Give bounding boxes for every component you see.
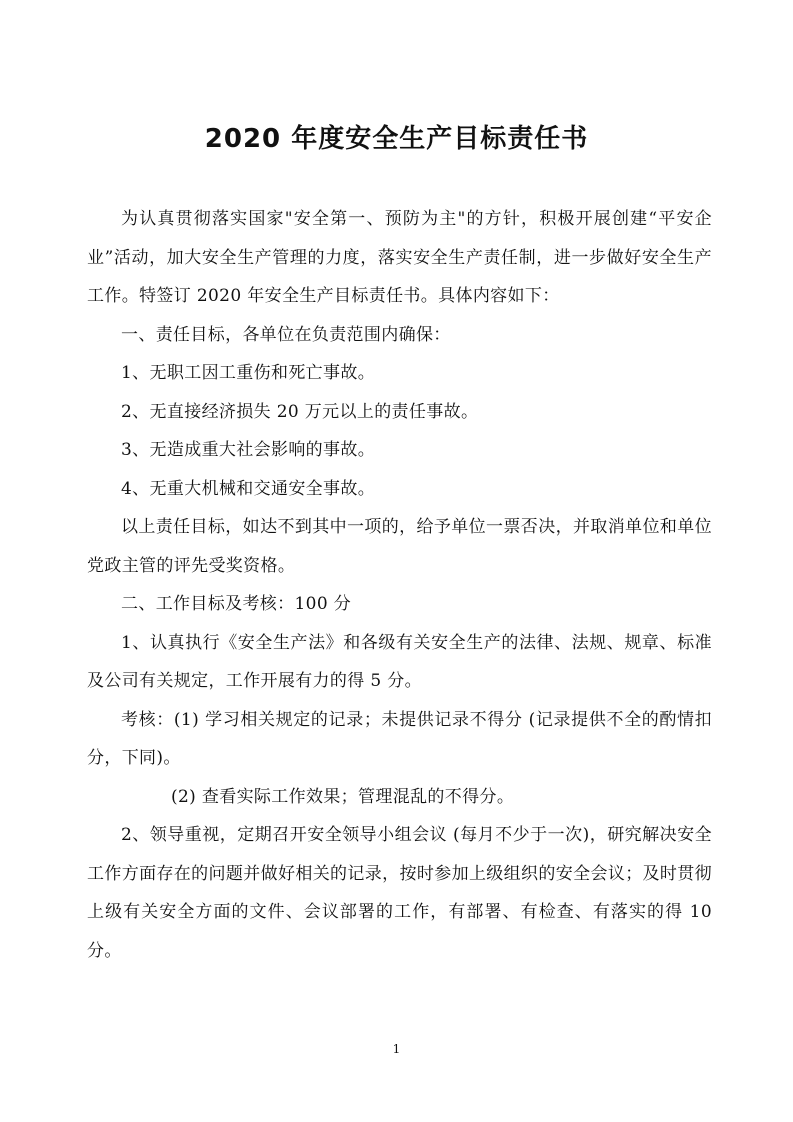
assessment-item-2: (2) 查看实际工作效果；管理混乱的不得分。 — [171, 786, 515, 807]
work-item-2: 2、领导重视，定期召开安全领导小组会议 (每月不少于一次)，研究解决安全工作方面存在的问题并做好相关的记录，按时参加上级组织的安全会议；及时贯彻上级有关安全方面的文件、会议部署的工作，有部署、有检查、有落实的得 10 分。 — [87, 825, 712, 961]
section-heading-responsibility-goals: 一、责任目标，各单位在负责范围内确保： — [121, 324, 451, 345]
intro-paragraph: 为认真贯彻落实国家"安全第一、预防为主"的方针，积极开展创建“平安企业”活动，加大安全生产管理的力度，落实安全生产责任制，进一步做好安全生产工作。特签订 2020 年安全生产目标责任书。具体内容如下： — [87, 209, 712, 306]
goal-item-2: 2、无直接经济损失 20 万元以上的责任事故。 — [121, 401, 479, 422]
page-number: 1 — [392, 1042, 401, 1056]
veto-paragraph: 以上责任目标，如达不到其中一项的，给予单位一票否决，并取消单位和单位党政主管的评先受奖资格。 — [87, 517, 712, 576]
document-body — [87, 200, 712, 970]
document-title: 2020 年度安全生产目标责任书 — [204, 124, 589, 154]
goal-item-3: 3、无造成重大社会影响的事故。 — [121, 440, 376, 460]
goal-item-1: 1、无职工因工重伤和死亡事故。 — [121, 363, 376, 383]
assessment-item-1: 考核：(1) 学习相关规定的记录；未提供记录不得分 (记录提供不全的酌情扣分，下同)。 — [87, 709, 712, 768]
work-item-1: 1、认真执行《安全生产法》和各级有关安全生产的法律、法规、规章、标准及公司有关规定，工作开展有力的得 5 分。 — [87, 632, 712, 691]
goal-item-4: 4、无重大机械和交通安全事故。 — [121, 478, 376, 499]
section-heading-work-goals: 二、工作目标及考核：100 分 — [121, 594, 352, 614]
